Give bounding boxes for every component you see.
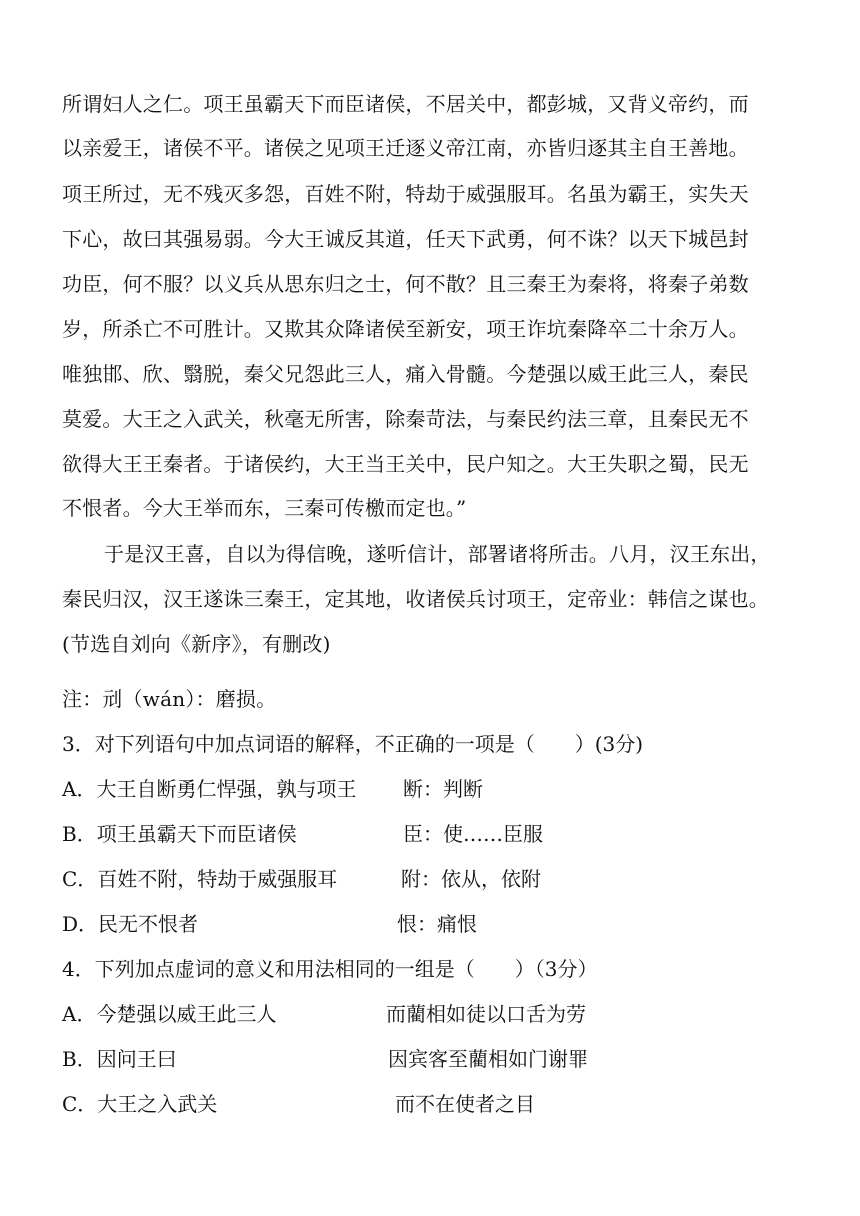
q4-option-b-compare: 因宾客至藺相如门谢罪 bbox=[388, 1047, 588, 1071]
question-3-stem: 3．对下列语句中加点词语的解释，不正确的一项是（ ）(3分) bbox=[62, 732, 644, 756]
q4-option-b: B．因问王曰 bbox=[62, 1047, 177, 1071]
q3-option-b-gloss: 臣：使……臣服 bbox=[403, 822, 543, 846]
passage-line: 项王所过，无不残灭多怨，百姓不附，特劫于威强服耳。名虽为霸王，实失天 bbox=[62, 182, 749, 206]
q3-option-c-gloss: 附：依从，依附 bbox=[401, 867, 541, 891]
q3-option-a-gloss: 断：判断 bbox=[403, 777, 483, 801]
question-4-stem: 4．下列加点虚词的意义和用法相同的一组是（ ）（3分） bbox=[62, 957, 598, 981]
q3-option-b: B．项王虽霸天下而臣诸侯 bbox=[62, 822, 297, 846]
passage-line: 下心，故曰其强易弱。今大王诚反其道，任天下武勇，何不诛？以天下城邑封 bbox=[62, 227, 749, 251]
passage-line: 岁，所杀亡不可胜计。又欺其众降诸侯至新安，项王诈坑秦降卒二十余万人。 bbox=[62, 317, 749, 341]
q4-option-a: A．今楚强以威王此三人 bbox=[62, 1002, 277, 1026]
passage-line: 唯独邯、欣、翳脱，秦父兄怨此三人，痛入骨髓。今楚强以威王此三人，秦民 bbox=[62, 362, 749, 386]
passage-line: 功臣，何不服？以义兵从思东归之士，何不散？且三秦王为秦将，将秦子弟数 bbox=[62, 272, 749, 296]
passage-line: 于是汉王喜，自以为得信晚，遂听信计，部署诸将所击。八月，汉王东出， bbox=[104, 542, 771, 566]
q4-option-c: C．大王之入武关 bbox=[62, 1092, 218, 1116]
passage-line: 欲得大王王秦者。于诸侯约，大王当王关中，民户知之。大王失职之蜀，民无 bbox=[62, 452, 749, 476]
passage-line: 秦民归汉，汉王遂诛三秦王，定其地，收诸侯兵讨项王，定帝业：韩信之谋也。 bbox=[62, 587, 769, 611]
q4-option-c-compare: 而不在使者之目 bbox=[395, 1092, 535, 1116]
q4-option-a-compare: 而藺相如徒以口舌为劳 bbox=[386, 1002, 586, 1026]
q3-option-a: A．大王自断勇仁悍强，孰与项王 bbox=[62, 777, 357, 801]
q3-option-c: C．百姓不附，特劫于威强服耳 bbox=[62, 867, 338, 891]
source-citation: (节选自刘向《新序》，有删改) bbox=[62, 632, 331, 656]
passage-line: 莫爱。大王之入武关，秋毫无所害，除秦苛法，与秦民约法三章，且秦民无不 bbox=[62, 407, 749, 431]
passage-line: 不恨者。今大王举而东，三秦可传檄而定也。” bbox=[62, 496, 467, 520]
q3-option-d-gloss: 恨：痛恨 bbox=[397, 912, 477, 936]
footnote: 注：刓（wán）：磨损。 bbox=[62, 687, 277, 711]
q3-option-d: D．民无不恨者 bbox=[62, 912, 199, 936]
passage-line: 以亲爱王，诸侯不平。诸侯之见项王迁逐义帝江南，亦皆归逐其主自王善地。 bbox=[62, 136, 749, 160]
passage-line: 所谓妇人之仁。项王虽霸天下而臣诸侯，不居关中，都彭城，又背义帝约，而 bbox=[62, 92, 749, 116]
